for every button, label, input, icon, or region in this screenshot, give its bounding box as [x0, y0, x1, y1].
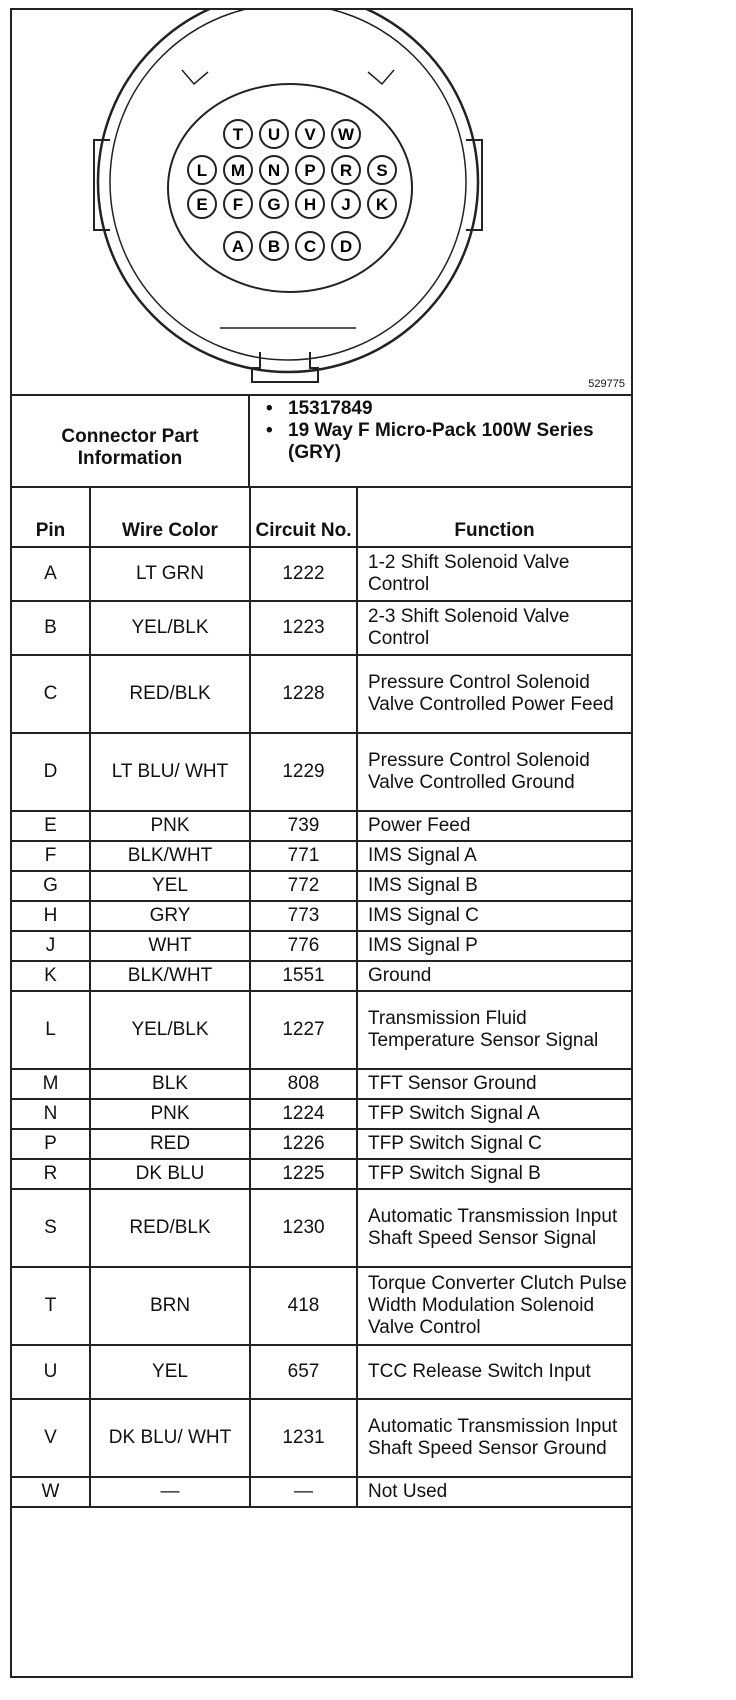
connector-face-diagram [12, 10, 631, 396]
pin-cell: T [12, 1267, 90, 1345]
table-row [12, 1099, 631, 1129]
pin-label-v: V [304, 125, 316, 144]
wire-color-cell: — [90, 1477, 250, 1507]
wire-color-cell: LT BLU/ WHT [90, 733, 250, 811]
circuit-cell: 808 [250, 1069, 357, 1099]
function-cell: TFT Sensor Ground [357, 1069, 631, 1099]
circuit-cell: 418 [250, 1267, 357, 1345]
pin-cell: L [12, 991, 90, 1069]
pin-label-s: S [376, 161, 388, 180]
pin-label-p: P [304, 161, 316, 180]
wire-color-cell: RED/BLK [90, 655, 250, 733]
pin-label-c: C [303, 237, 317, 256]
pin-cell: J [12, 931, 90, 961]
connector-part-label [12, 394, 250, 486]
latch-tab-icon [252, 352, 318, 382]
function-cell: 1-2 Shift Solenoid Valve Control [357, 547, 631, 601]
connector-part-values [252, 398, 631, 464]
pin-label-h: H [303, 195, 317, 214]
function-cell: 2-3 Shift Solenoid Valve Control [357, 601, 631, 655]
table-row [12, 1129, 631, 1159]
wire-color-cell: BRN [90, 1267, 250, 1345]
table-row [12, 1345, 631, 1399]
pin-label-b: B [267, 237, 281, 256]
pin-label-l: L [196, 161, 208, 180]
circuit-cell: 657 [250, 1345, 357, 1399]
table-row [12, 871, 631, 901]
pin-cell: N [12, 1099, 90, 1129]
top-right-notch-icon [368, 70, 394, 84]
pin-label-t: T [232, 125, 244, 144]
circuit-cell: 773 [250, 901, 357, 931]
wire-color-cell: DK BLU [90, 1159, 250, 1189]
table-row [12, 601, 631, 655]
function-cell: Ground [357, 961, 631, 991]
circuit-cell: 1223 [250, 601, 357, 655]
pin-cell: V [12, 1399, 90, 1477]
circuit-cell: 1224 [250, 1099, 357, 1129]
figure-number: 529775 [588, 378, 625, 390]
wire-color-cell: LT GRN [90, 547, 250, 601]
wire-color-cell: PNK [90, 1099, 250, 1129]
table-header-row [12, 486, 631, 547]
wire-color-cell: RED/BLK [90, 1189, 250, 1267]
wire-color-cell: BLK [90, 1069, 250, 1099]
circuit-cell: 1225 [250, 1159, 357, 1189]
pin-cell: G [12, 871, 90, 901]
pin-cell: C [12, 655, 90, 733]
circuit-cell: 1229 [250, 733, 357, 811]
circuit-cell: 771 [250, 841, 357, 871]
wire-color-cell: YEL [90, 1345, 250, 1399]
top-left-notch-icon [182, 70, 208, 84]
function-cell: Power Feed [357, 811, 631, 841]
table-row [12, 1189, 631, 1267]
table-row [12, 1159, 631, 1189]
circuit-cell: 1227 [250, 991, 357, 1069]
circuit-cell: 772 [250, 871, 357, 901]
wire-color-cell: YEL/BLK [90, 991, 250, 1069]
function-cell: Transmission Fluid Temperature Sensor Signal [357, 991, 631, 1069]
pin-cell: E [12, 811, 90, 841]
pin-label-r: R [339, 161, 353, 180]
table-row [12, 961, 631, 991]
pin-face [168, 84, 412, 292]
function-cell: TFP Switch Signal B [357, 1159, 631, 1189]
connector-part-label-line1: Connector Part [61, 426, 199, 447]
pin-cell: U [12, 1345, 90, 1399]
pin-label-w: W [337, 125, 355, 144]
wire-color-cell: YEL [90, 871, 250, 901]
wire-color-cell: PNK [90, 811, 250, 841]
wire-color-cell: WHT [90, 931, 250, 961]
pin-cell: M [12, 1069, 90, 1099]
function-cell: Not Used [357, 1477, 631, 1507]
part-number: • 15317849 [258, 398, 631, 420]
pin-label-m: M [230, 161, 246, 180]
header-wire-color: Wire Color [90, 486, 250, 547]
function-cell: IMS Signal A [357, 841, 631, 871]
function-cell: TFP Switch Signal C [357, 1129, 631, 1159]
function-cell: IMS Signal C [357, 901, 631, 931]
function-cell: IMS Signal P [357, 931, 631, 961]
wire-color-cell: GRY [90, 901, 250, 931]
table-row [12, 1477, 631, 1507]
pin-cell: D [12, 733, 90, 811]
pin-label-d: D [339, 237, 353, 256]
pin-label-k: K [375, 195, 389, 214]
pin-label-n: N [267, 161, 281, 180]
pin-label-g: G [267, 195, 281, 214]
function-cell: Automatic Transmission Input Shaft Speed Sensor Ground [357, 1399, 631, 1477]
table-row [12, 901, 631, 931]
pin-cell: W [12, 1477, 90, 1507]
table-row [12, 1399, 631, 1477]
pin-label-f: F [232, 195, 244, 214]
function-cell: Torque Converter Clutch Pulse Width Modulation Solenoid Valve Control [357, 1267, 631, 1345]
pin-cell: S [12, 1189, 90, 1267]
wire-color-cell: BLK/WHT [90, 961, 250, 991]
pin-cell: H [12, 901, 90, 931]
function-cell: TCC Release Switch Input [357, 1345, 631, 1399]
pin-cell: P [12, 1129, 90, 1159]
connector-sheet [10, 8, 633, 1678]
pin-label-e: E [196, 195, 208, 214]
function-cell: Pressure Control Solenoid Valve Controlled Ground [357, 733, 631, 811]
pin-label-u: U [267, 125, 281, 144]
pin-label-a: A [231, 237, 245, 256]
pin-cell: B [12, 601, 90, 655]
circuit-cell: 776 [250, 931, 357, 961]
wire-color-cell: YEL/BLK [90, 601, 250, 655]
circuit-cell: 1222 [250, 547, 357, 601]
table-row [12, 841, 631, 871]
header-pin: Pin [12, 486, 90, 547]
pin-label-j: J [341, 195, 351, 214]
circuit-cell: 1231 [250, 1399, 357, 1477]
table-row [12, 655, 631, 733]
pin-cell: A [12, 547, 90, 601]
header-circuit: Circuit No. [250, 486, 357, 547]
function-cell: TFP Switch Signal A [357, 1099, 631, 1129]
circuit-cell: 1230 [250, 1189, 357, 1267]
circuit-cell: 1226 [250, 1129, 357, 1159]
connector-part-label-line2: Information [77, 448, 183, 469]
wire-color-cell: RED [90, 1129, 250, 1159]
table-row [12, 547, 631, 601]
pin-cell: R [12, 1159, 90, 1189]
circuit-cell: 739 [250, 811, 357, 841]
circuit-cell: 1551 [250, 961, 357, 991]
connector-part-info [12, 394, 631, 488]
table-row [12, 991, 631, 1069]
table-row [12, 931, 631, 961]
circuit-cell: — [250, 1477, 357, 1507]
table-row [12, 811, 631, 841]
pin-cell: K [12, 961, 90, 991]
table-row [12, 733, 631, 811]
circuit-cell: 1228 [250, 655, 357, 733]
wire-color-cell: DK BLU/ WHT [90, 1399, 250, 1477]
pin-cell: F [12, 841, 90, 871]
wire-color-cell: BLK/WHT [90, 841, 250, 871]
pinout-table-body [12, 547, 631, 1507]
table-row [12, 1069, 631, 1099]
table-row [12, 1267, 631, 1345]
connector-drawing [12, 10, 631, 394]
function-cell: IMS Signal B [357, 871, 631, 901]
function-cell: Automatic Transmission Input Shaft Speed Sensor Signal [357, 1189, 631, 1267]
pinout-table [12, 486, 631, 1508]
function-cell: Pressure Control Solenoid Valve Controlled Power Feed [357, 655, 631, 733]
pins-layer [188, 120, 396, 260]
header-function: Function [357, 486, 631, 547]
connector-description: • 19 Way F Micro-Pack 100W Series (GRY) [258, 420, 631, 464]
